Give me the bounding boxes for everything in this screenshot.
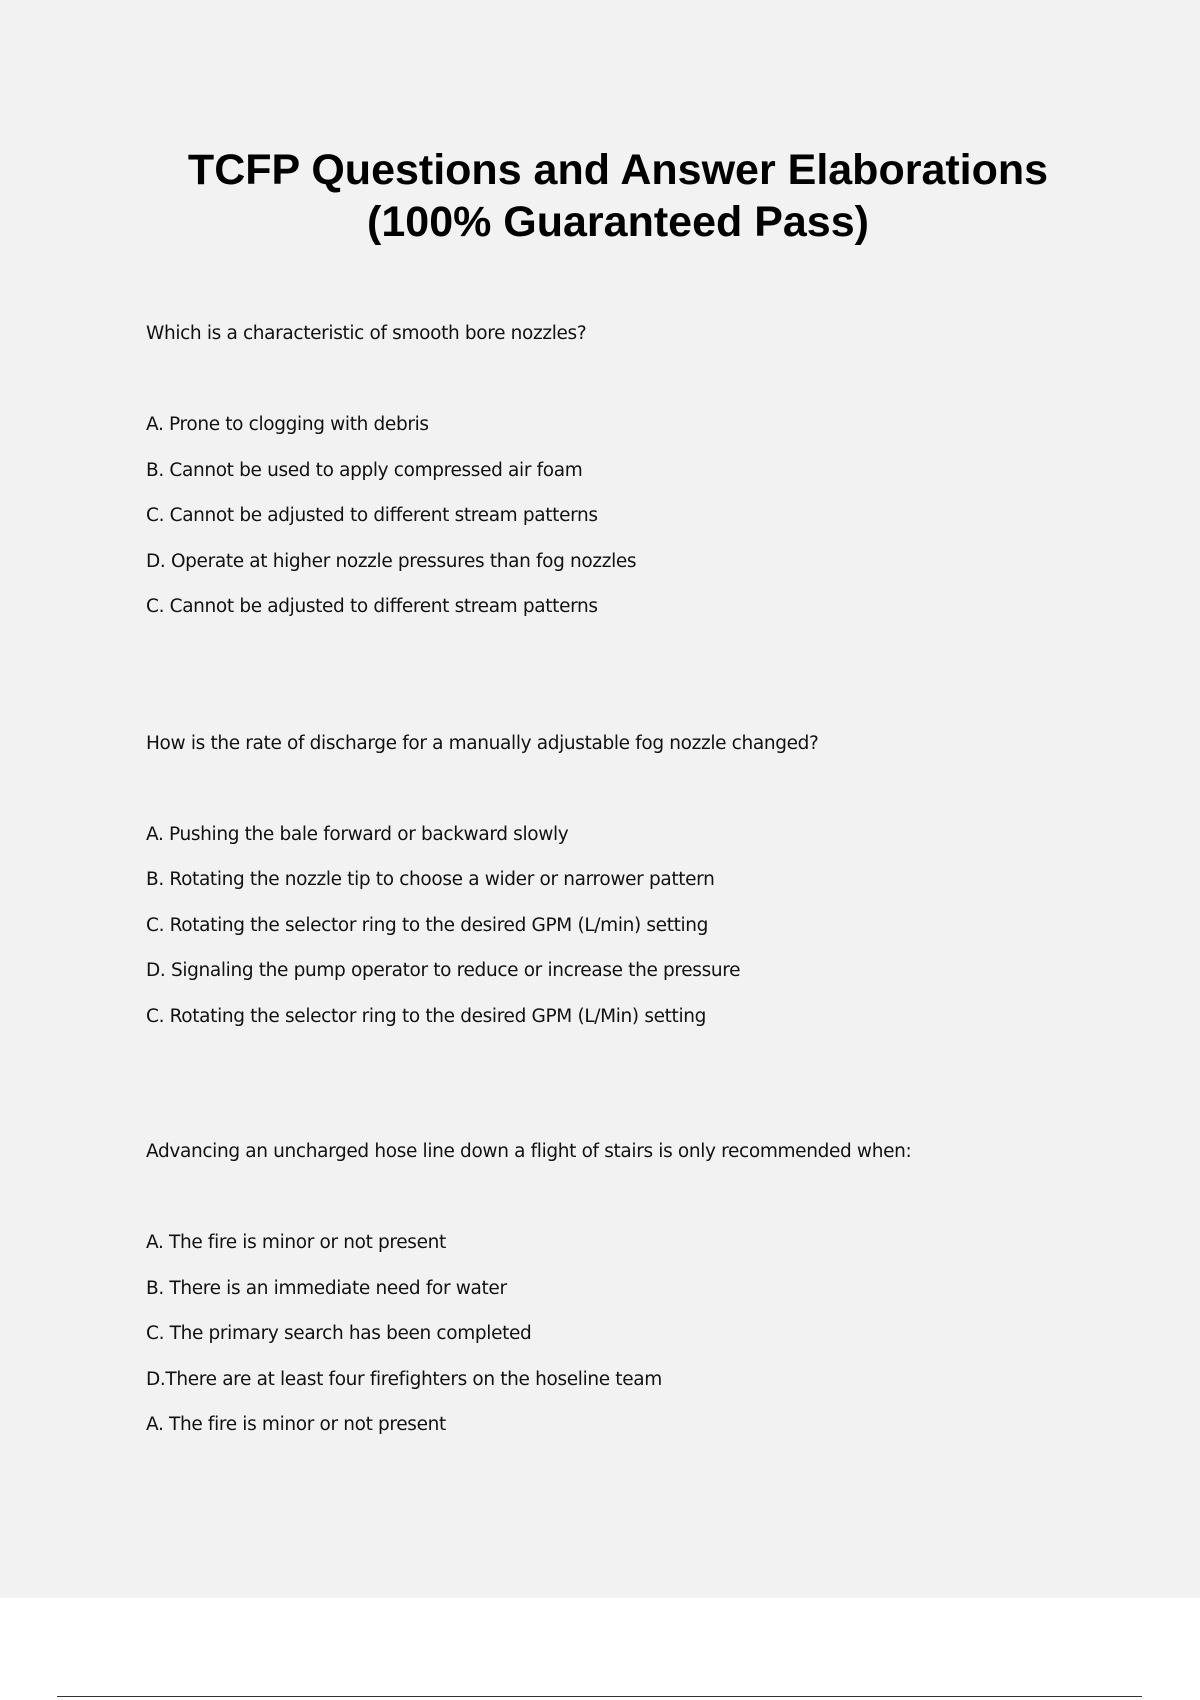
question-3-answer: A. The fire is minor or not present — [146, 1414, 446, 1435]
question-3-option-a: A. The fire is minor or not present — [146, 1232, 446, 1253]
title-line-2: (100% Guaranteed Pass) — [367, 198, 869, 246]
question-2-option-c: C. Rotating the selector ring to the desired GPM (L/min) setting — [146, 915, 709, 936]
question-3-option-c: C. The primary search has been completed — [146, 1323, 532, 1344]
question-3-text: Advancing an uncharged hose line down a flight of stairs is only recommended when: — [146, 1141, 912, 1162]
question-3-option-b: B. There is an immediate need for water — [146, 1278, 507, 1299]
document-title — [0, 144, 1200, 248]
question-2-answer: C. Rotating the selector ring to the desired GPM (L/Min) setting — [146, 1006, 707, 1027]
question-2-option-a: A. Pushing the bale forward or backward slowly — [146, 824, 569, 845]
question-2-option-b: B. Rotating the nozzle tip to choose a wider or narrower pattern — [146, 869, 715, 890]
question-1-option-a: A. Prone to clogging with debris — [146, 414, 429, 435]
question-1-answer: C. Cannot be adjusted to different stream patterns — [146, 596, 598, 617]
title-line-1: TCFP Questions and Answer Elaborations — [187, 146, 1049, 194]
question-1-option-d: D. Operate at higher nozzle pressures than fog nozzles — [146, 551, 637, 572]
question-1-option-c: C. Cannot be adjusted to different stream patterns — [146, 505, 598, 526]
footer-divider — [57, 1696, 1142, 1697]
question-1-text: Which is a characteristic of smooth bore nozzles? — [146, 323, 587, 344]
question-1-option-b: B. Cannot be used to apply compressed air foam — [146, 460, 583, 481]
question-2-option-d: D. Signaling the pump operator to reduce or increase the pressure — [146, 960, 741, 981]
question-2-text: How is the rate of discharge for a manually adjustable fog nozzle changed? — [146, 733, 819, 754]
question-3-option-d: D.There are at least four firefighters on the hoseline team — [146, 1369, 662, 1390]
